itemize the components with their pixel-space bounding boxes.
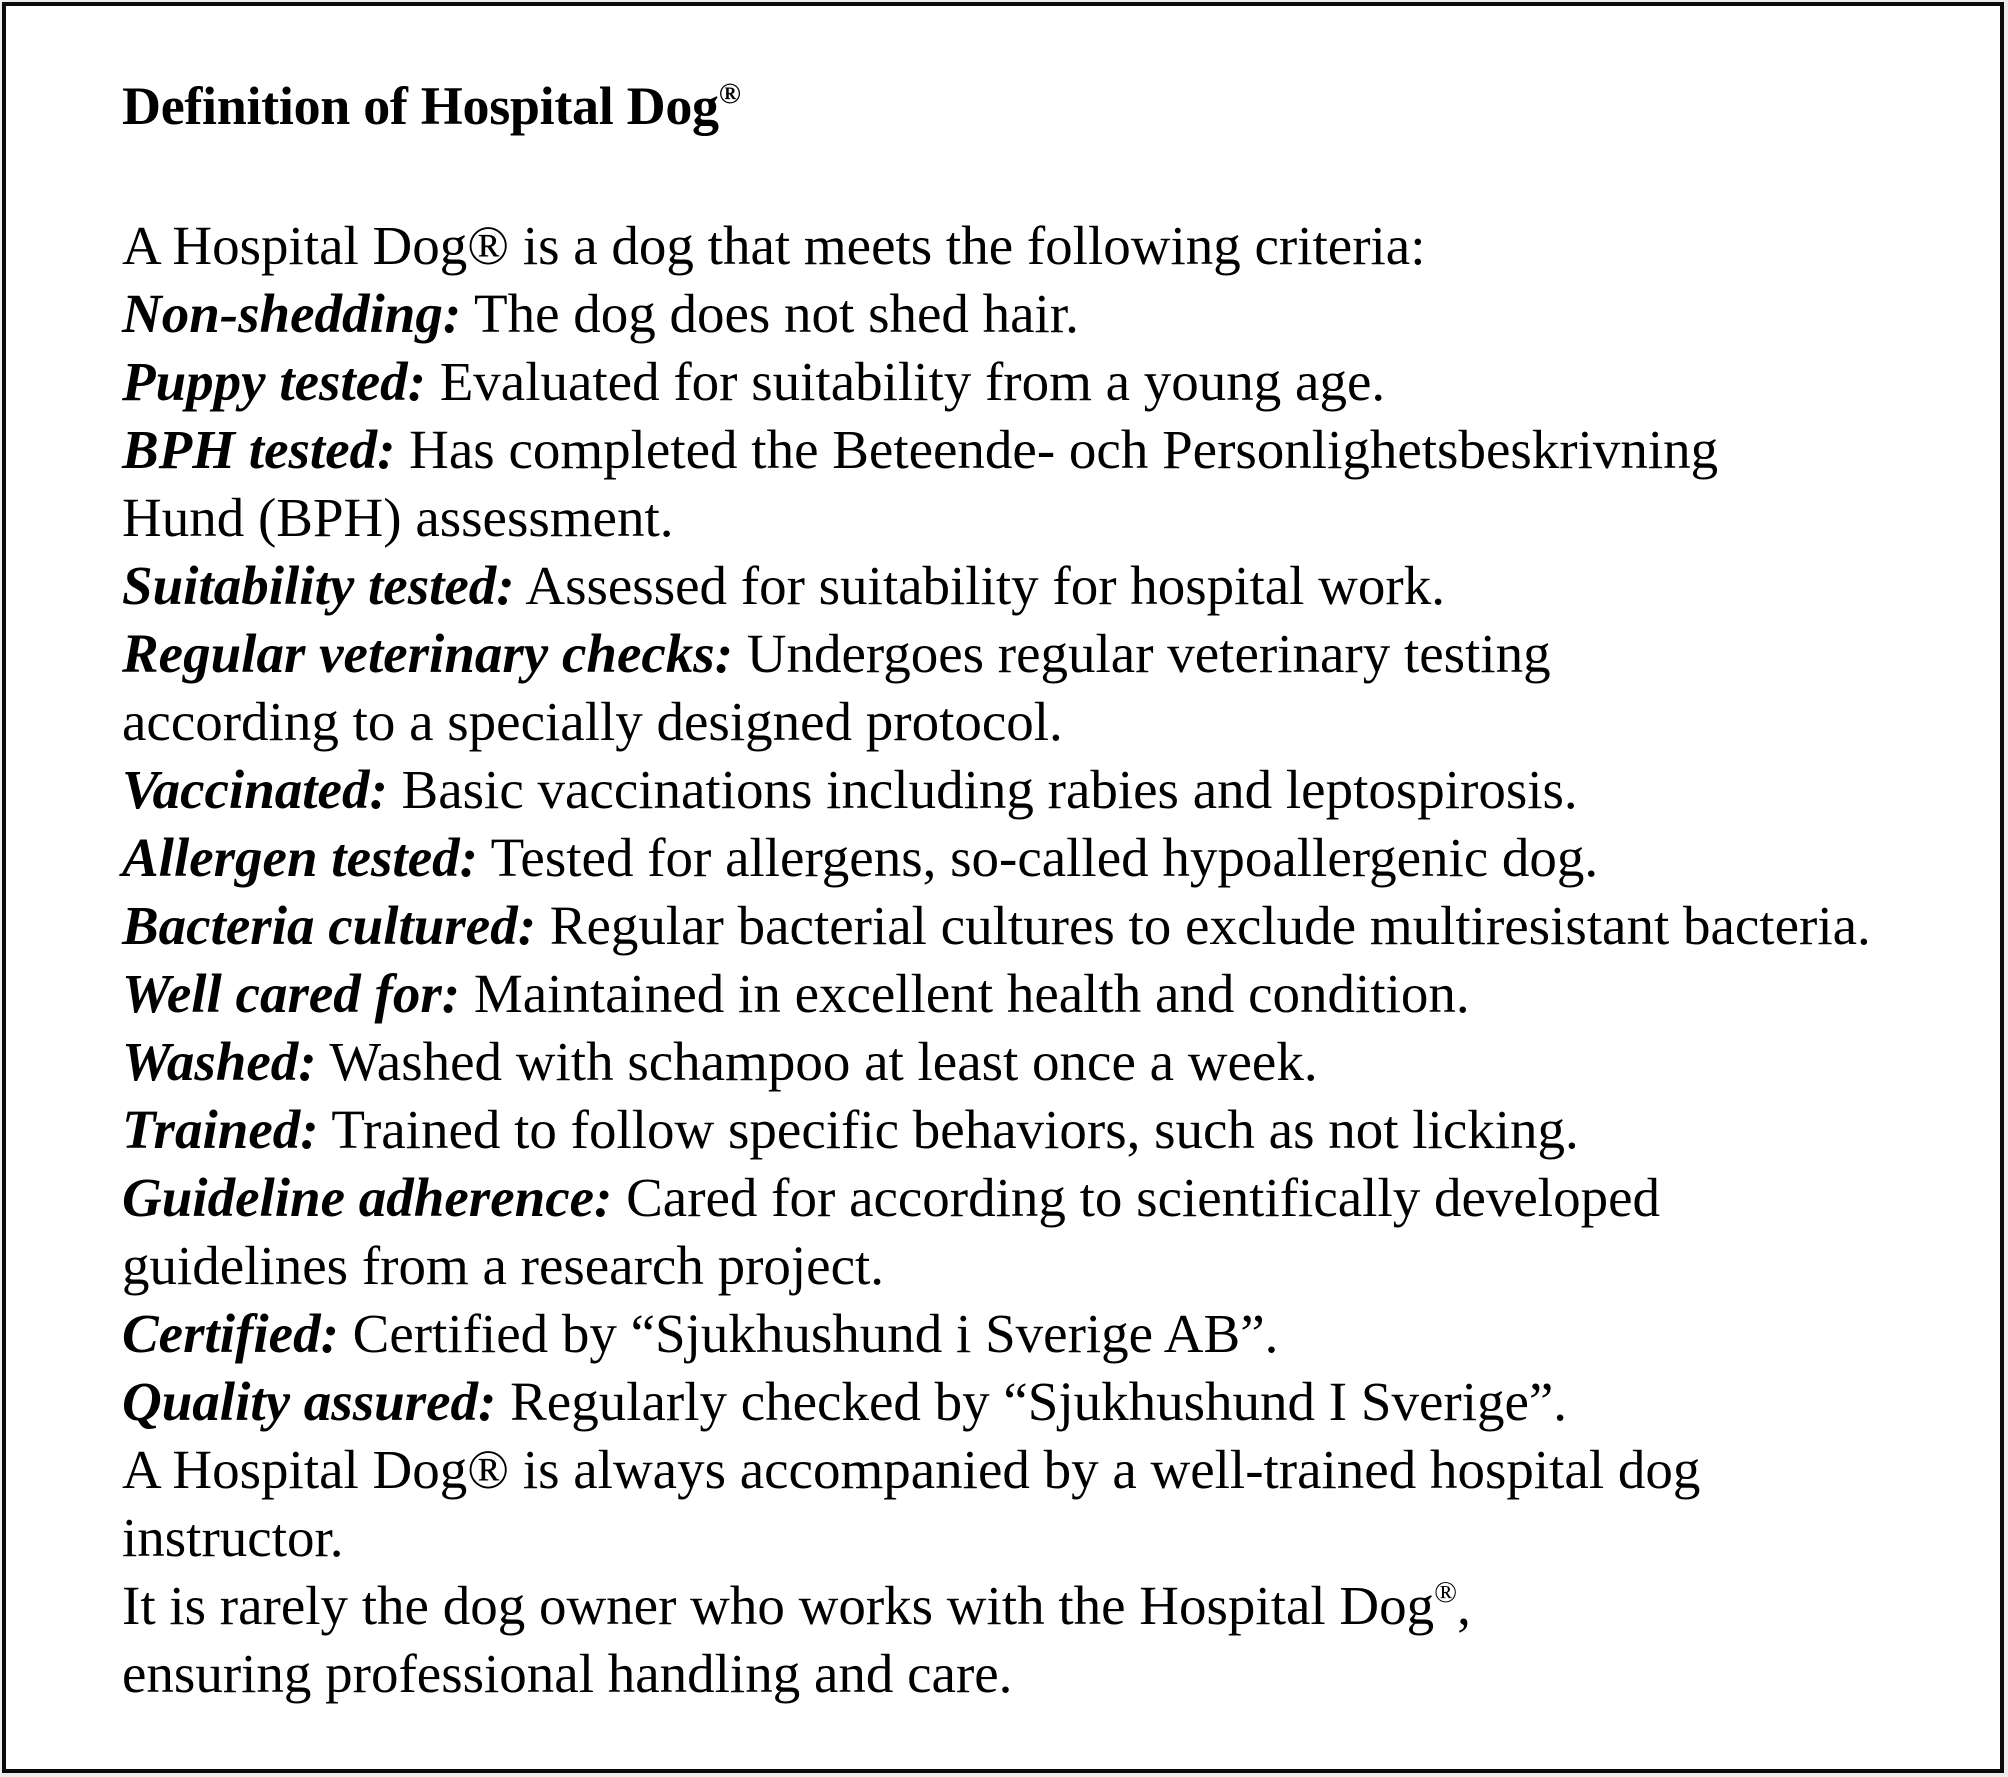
criterion-label: Allergen tested: — [122, 827, 478, 888]
registered-mark: ® — [1434, 1575, 1458, 1610]
criterion-label: Guideline adherence: — [122, 1167, 613, 1228]
criterion-label: BPH tested: — [122, 419, 396, 480]
criterion-text: The dog does not shed hair. — [461, 283, 1079, 344]
intro-line: A Hospital Dog® is a dog that meets the following criteria: — [122, 215, 1426, 276]
definition-content — [6, 6, 2000, 1769]
registered-mark: ® — [718, 77, 741, 110]
criterion-label: Vaccinated: — [122, 759, 388, 820]
criterion-label: Bacteria cultured: — [122, 895, 537, 956]
criterion-guideline-adherence — [122, 1164, 1871, 1232]
criterion-text: Cared for according to scientifically developed — [612, 1167, 1660, 1228]
criterion-trained — [122, 1096, 1871, 1164]
criterion-bacteria-cultured — [122, 892, 1871, 960]
criterion-text: Certified by “Sjukhushund i Sverige AB”. — [338, 1303, 1279, 1364]
criterion-text: Regular bacterial cultures to exclude multiresistant bacteria. — [536, 895, 1871, 956]
criterion-regular-veterinary-checks — [122, 620, 1871, 688]
criterion-text: according to a specially designed protocol. — [122, 691, 1063, 752]
criterion-quality-assured — [122, 1368, 1871, 1436]
definition-title — [122, 72, 741, 140]
criterion-label: Quality assured: — [122, 1371, 497, 1432]
criterion-text: Basic vaccinations including rabies and leptospirosis. — [387, 759, 1578, 820]
criterion-text: Trained to follow specific behaviors, such as not licking. — [318, 1099, 1579, 1160]
criterion-text: Washed with schampoo at least once a week. — [316, 1031, 1318, 1092]
criterion-text: Hund (BPH) assessment. — [122, 487, 674, 548]
criterion-text: Tested for allergens, so-called hypoallergenic dog. — [477, 827, 1599, 888]
criterion-puppy-tested — [122, 348, 1871, 416]
criteria-list — [122, 212, 1871, 1708]
criterion-text: Evaluated for suitability from a young age. — [425, 351, 1386, 412]
criterion-label: Suitability tested: — [122, 555, 515, 616]
criterion-label: Trained: — [122, 1099, 319, 1160]
definition-box — [2, 2, 2004, 1773]
criterion-well-cared-for — [122, 960, 1871, 1028]
criterion-regular-veterinary-checks-cont — [122, 688, 1871, 756]
criterion-bph-tested-cont — [122, 484, 1871, 552]
owner-note-line-cont: ensuring professional handling and care. — [122, 1643, 1013, 1704]
owner-note-line: It is rarely the dog owner who works with the Hospital Dog®, — [122, 1575, 1471, 1636]
criterion-text: Undergoes regular veterinary testing — [733, 623, 1551, 684]
criterion-vaccinated — [122, 756, 1871, 824]
criterion-certified — [122, 1300, 1871, 1368]
criterion-label: Non-shedding: — [122, 283, 462, 344]
criterion-label: Regular veterinary checks: — [122, 623, 734, 684]
criterion-label: Well cared for: — [122, 963, 461, 1024]
accompaniment-line-cont: instructor. — [122, 1507, 344, 1568]
criterion-washed — [122, 1028, 1871, 1096]
criterion-label: Puppy tested: — [122, 351, 426, 412]
accompaniment-line: A Hospital Dog® is always accompanied by a well-trained hospital dog — [122, 1439, 1701, 1500]
title-text: Definition of Hospital Dog — [122, 76, 719, 136]
criterion-text: Assessed for suitability for hospital work. — [514, 555, 1445, 616]
criterion-allergen-tested — [122, 824, 1871, 892]
criterion-text: Maintained in excellent health and condition. — [460, 963, 1470, 1024]
criterion-text: Regularly checked by “Sjukhushund I Sverige”. — [496, 1371, 1568, 1432]
criterion-text: Has completed the Beteende- och Personlighetsbeskrivning — [395, 419, 1719, 480]
criterion-guideline-adherence-cont — [122, 1232, 1871, 1300]
criterion-non-shedding — [122, 280, 1871, 348]
criterion-suitability-tested — [122, 552, 1871, 620]
criterion-label: Certified: — [122, 1303, 339, 1364]
criterion-bph-tested — [122, 416, 1871, 484]
criterion-label: Washed: — [122, 1031, 317, 1092]
criterion-text: guidelines from a research project. — [122, 1235, 885, 1296]
